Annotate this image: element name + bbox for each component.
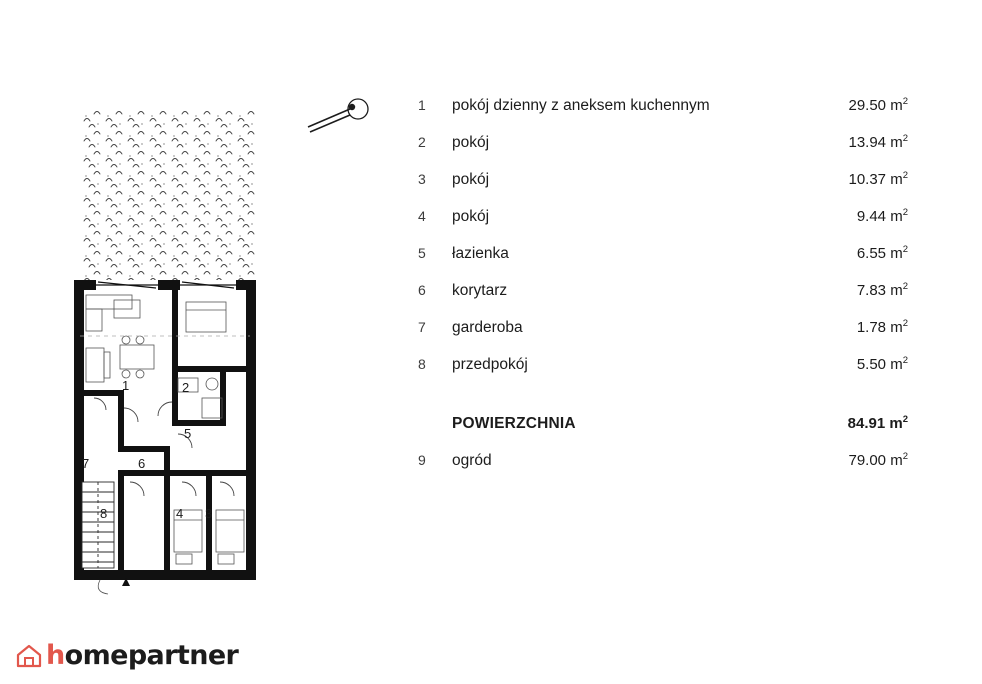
room-legend — [418, 96, 908, 488]
legend-number: 3 — [418, 171, 426, 187]
room-label-5: 5 — [184, 426, 192, 441]
legend-area-exponent: 2 — [902, 355, 908, 366]
legend-area-exponent: 2 — [902, 451, 908, 462]
legend-area-unit: m — [890, 245, 903, 262]
legend-row — [418, 133, 908, 170]
brand-logo — [14, 638, 238, 672]
legend-area-unit: m — [890, 208, 903, 225]
legend-area-exponent: 2 — [902, 207, 908, 218]
legend-number: 8 — [418, 356, 426, 372]
brand-name-part3: partner — [127, 639, 239, 671]
legend-total-value: 84.91 — [847, 415, 886, 432]
legend-number: 1 — [418, 97, 426, 113]
legend-room-name: pokój — [452, 171, 490, 188]
legend-room-area — [788, 451, 908, 469]
legend-total-exponent: 2 — [902, 414, 908, 425]
room-label-4: 4 — [176, 506, 184, 521]
legend-area-value: 1.78 — [856, 319, 887, 336]
legend-room-name: ogród — [452, 452, 492, 469]
house-icon — [14, 640, 44, 670]
legend-area-unit: m — [890, 356, 903, 373]
legend-area-value: 10.37 — [848, 171, 887, 188]
legend-row — [418, 281, 908, 318]
legend-number: 4 — [418, 208, 426, 224]
legend-area-unit: m — [890, 319, 903, 336]
legend-area-value: 79.00 — [848, 452, 887, 469]
brand-name — [46, 640, 238, 671]
room-label-3: 3 — [205, 506, 213, 521]
legend-row — [418, 451, 908, 488]
legend-room-area — [788, 244, 908, 262]
legend-area-value: 9.44 — [856, 208, 887, 225]
legend-area-unit: m — [890, 97, 903, 114]
garden-area — [80, 108, 255, 280]
legend-area-unit: m — [890, 282, 903, 299]
legend-room-name: korytarz — [452, 282, 508, 299]
legend-row — [418, 318, 908, 355]
legend-number: 7 — [418, 319, 426, 335]
room-label-2: 2 — [182, 380, 190, 395]
legend-room-area — [788, 281, 908, 299]
brand-name-part2: ome — [64, 639, 128, 671]
legend-area-value: 13.94 — [848, 134, 887, 151]
legend-number: 2 — [418, 134, 426, 150]
legend-row — [418, 96, 908, 133]
legend-room-area — [788, 355, 908, 373]
legend-area-value: 6.55 — [856, 245, 887, 262]
legend-room-name: łazienka — [452, 245, 509, 262]
room-label-6: 6 — [138, 456, 146, 471]
room-label-1: 1 — [122, 378, 130, 393]
room-label-8: 8 — [100, 506, 108, 521]
legend-number: 6 — [418, 282, 426, 298]
compass-north-icon — [300, 95, 380, 145]
entrance-marker — [98, 578, 130, 594]
furniture-living-kitchen — [86, 295, 154, 382]
legend-row — [418, 207, 908, 244]
legend-area-unit: m — [890, 134, 903, 151]
floor-plan-drawing — [60, 90, 290, 600]
legend-room-area — [788, 207, 908, 225]
legend-room-name: przedpokój — [452, 356, 528, 373]
legend-room-name: garderoba — [452, 319, 523, 336]
legend-area-value: 5.50 — [856, 356, 887, 373]
legend-total-label: POWIERZCHNIA — [452, 415, 576, 432]
legend-area-exponent: 2 — [902, 170, 908, 181]
legend-area-exponent: 2 — [902, 244, 908, 255]
legend-area-unit: m — [890, 171, 903, 188]
legend-area-exponent: 2 — [902, 281, 908, 292]
legend-row — [418, 170, 908, 207]
legend-number: 5 — [418, 245, 426, 261]
legend-room-area — [788, 318, 908, 336]
legend-area-exponent: 2 — [902, 133, 908, 144]
brand-name-part1: h — [46, 639, 65, 671]
legend-row — [418, 244, 908, 281]
legend-area-value: 7.83 — [856, 282, 887, 299]
legend-area-value: 29.50 — [848, 97, 887, 114]
legend-room-name: pokój dzienny z aneksem kuchennym — [452, 97, 710, 114]
legend-room-name: pokój — [452, 134, 490, 151]
legend-area-exponent: 2 — [902, 318, 908, 329]
legend-area-unit: m — [890, 452, 903, 469]
legend-room-area — [788, 96, 908, 114]
legend-total-unit: m — [889, 415, 903, 432]
legend-row — [418, 355, 908, 392]
floor-plan — [60, 90, 290, 600]
legend-total-area — [788, 414, 908, 432]
legend-number: 9 — [418, 452, 426, 468]
legend-room-area — [788, 170, 908, 188]
room-label-7: 7 — [82, 456, 90, 471]
legend-room-name: pokój — [452, 208, 490, 225]
legend-total-row — [418, 414, 908, 451]
legend-room-area — [788, 133, 908, 151]
staircase — [82, 482, 114, 568]
legend-area-exponent: 2 — [902, 96, 908, 107]
